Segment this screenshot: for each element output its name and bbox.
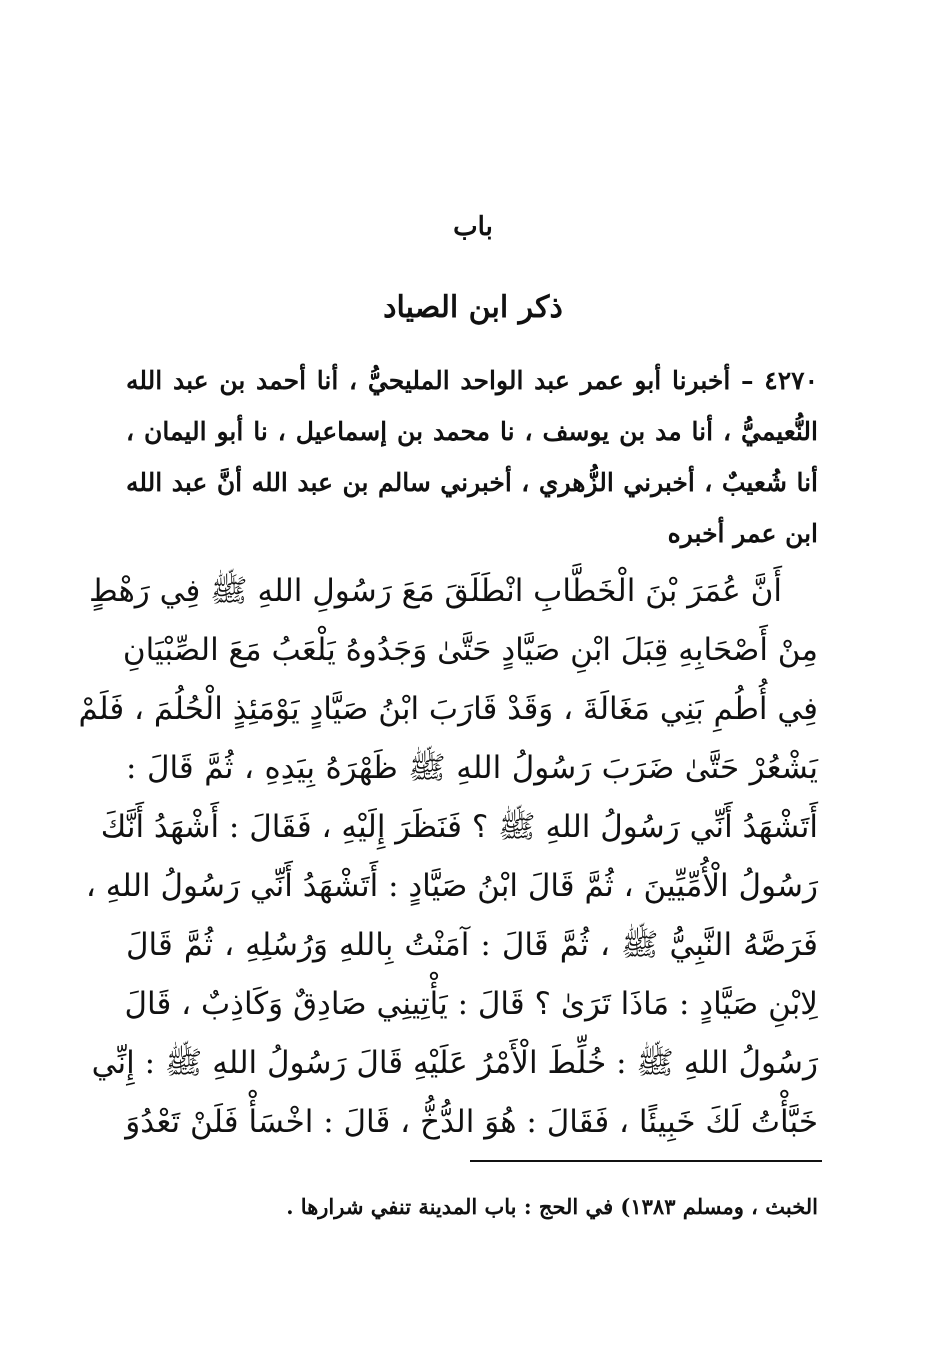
- matn-line: رَسُولُ الْأُمِّيِّينَ ، ثُمَّ قَالَ ابْنُ صَيَّادٍ : أَتَشْهَدُ أَنِّي رَسُولُ اللهِ ،: [85, 868, 818, 904]
- chapter-title: ذكر ابن الصياد: [383, 290, 563, 325]
- matn-line: فَرَصَّهُ النَّبِيُّ ﷺ ، ثُمَّ قَالَ : آمَنْتُ بِاللهِ وَرُسُلِهِ ، ثُمَّ قَالَ: [126, 927, 818, 963]
- matn-line: مِنْ أَصْحَابِهِ قِبَلَ ابْنِ صَيَّادٍ حَتَّىٰ وَجَدُوهُ يَلْعَبُ مَعَ الصِّبْيَانِ: [122, 632, 818, 668]
- isnad-line: ٤٢٧٠ – أخبرنا أبو عمر عبد الواحد المليحيُّ ، أنا أحمد بن عبد الله: [126, 366, 819, 395]
- isnad-line: ابن عمر أخبره: [667, 519, 818, 548]
- matn-line: لِابْنِ صَيَّادٍ : مَاذَا تَرَىٰ ؟ قَالَ : يَأْتِينِي صَادِقٌ وَكَاذِبٌ ، قَالَ: [124, 986, 818, 1022]
- footnote: الخبث ، ومسلم ١٣٨٣) في الحج : باب المدينة تنفي شرارها .: [286, 1194, 818, 1219]
- footnote-separator: [470, 1160, 822, 1162]
- matn-line: رَسُولُ اللهِ ﷺ : خُلِّطَ الْأَمْرُ عَلَيْهِ قَالَ رَسُولُ اللهِ ﷺ : إِنِّي: [91, 1045, 818, 1081]
- matn-line: أَنَّ عُمَرَ بْنَ الْخَطَّابِ انْطَلَقَ مَعَ رَسُولِ اللهِ ﷺ فِي رَهْطٍ: [89, 573, 782, 609]
- matn-line: أَتَشْهَدُ أَنِّي رَسُولُ اللهِ ﷺ ؟ فَنَظَرَ إِلَيْهِ ، فَقَالَ : أَشْهَدُ أَنَّكَ: [100, 809, 818, 845]
- chapter-heading: باب: [453, 212, 493, 242]
- isnad-line: النُّعيميُّ ، أنا مد بن يوسف ، نا محمد بن إسماعيل ، نا أبو اليمان ،: [126, 417, 818, 446]
- matn-line: خَبَّأْتُ لَكَ خَبِيئًا ، فَقَالَ : هُوَ الدُّخُّ ، قَالَ : اخْسَأْ فَلَنْ تَعْدُوَ: [125, 1104, 818, 1140]
- hadith-matn: [78, 562, 818, 1152]
- isnad-line: أنا شُعيبٌ ، أخبرني الزُّهري ، أخبرني سالم بن عبد الله أنَّ عبد الله: [126, 468, 818, 497]
- matn-line: يَشْعُرْ حَتَّىٰ ضَرَبَ رَسُولُ اللهِ ﷺ ظَهْرَهُ بِيَدِهِ ، ثُمَّ قَالَ :: [126, 750, 818, 786]
- matn-line: فِي أُطُمِ بَنِي مَغَالَةَ ، وَقَدْ قَارَبَ ابْنُ صَيَّادٍ يَوْمَئِذٍ الْحُلُمَ ، فَلَمْ: [78, 691, 818, 727]
- hadith-isnad: [126, 355, 818, 559]
